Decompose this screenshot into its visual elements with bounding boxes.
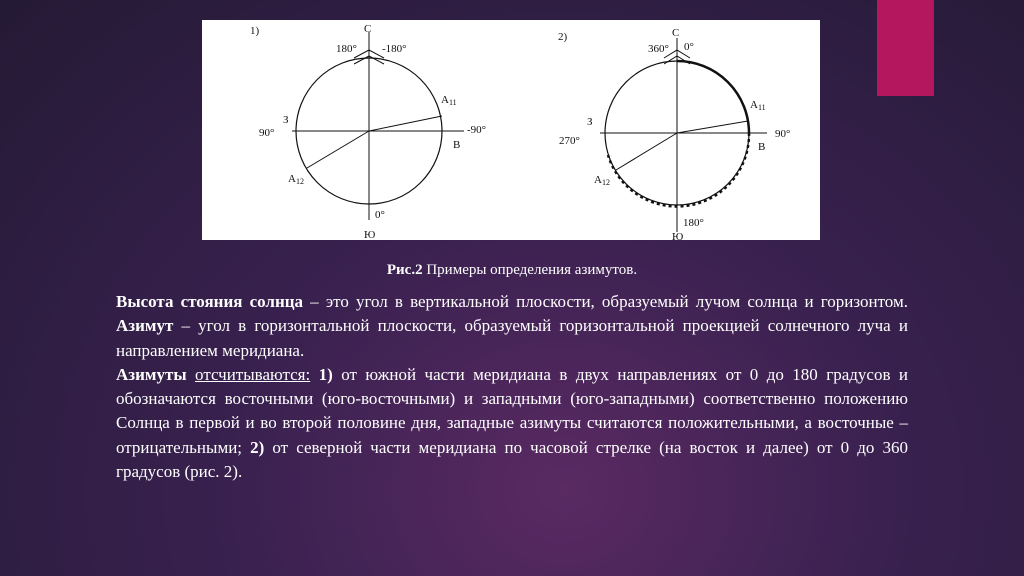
underlined-reckoning: отсчитываются: (195, 364, 311, 384)
north-label: С (364, 23, 372, 35)
ray-a11 (369, 116, 442, 131)
azimuth-arc-a12 (608, 133, 749, 206)
azimuth-figure (202, 20, 820, 240)
term-azimuth: Азимут (116, 316, 174, 336)
south-label: Ю (364, 229, 376, 240)
paragraph-definitions: Высота стояния солнца – это угол в вертикальной плоскости, образуемый лучом солнца и горизонтом. Азимут – угол в горизонтальной плоскости, образуемый горизонтальной проекцией солнечного луча и направлением меридиана. (116, 292, 908, 360)
ray-a11 (677, 121, 748, 133)
east-angle: -90° (467, 124, 487, 136)
term-azimuths: Азимуты (116, 364, 187, 384)
term-sun-height: Высота стояния солнца (116, 292, 304, 311)
north-left-angle: 360° (648, 43, 669, 55)
north-left-angle: 180° (336, 43, 357, 55)
east-label: В (758, 141, 766, 153)
west-label: З (283, 114, 289, 126)
north-right-angle: -180° (382, 43, 407, 55)
diagram-2-number: 2) (558, 31, 568, 43)
point-a12: А12 (594, 174, 610, 187)
azimuth-diagrams (202, 20, 820, 240)
body-text (116, 290, 908, 484)
west-label: З (587, 116, 593, 128)
north-right-angle: 0° (684, 41, 694, 53)
ray-a12 (616, 133, 677, 170)
diagram-1-number: 1) (250, 25, 260, 37)
north-label: С (672, 27, 680, 39)
caption-text: Примеры определения азимутов. (422, 262, 638, 278)
diagram-2 (558, 27, 790, 240)
caption-label: Рис.2 (386, 262, 423, 278)
ray-a12 (307, 131, 369, 168)
point-a11: А11 (750, 99, 766, 112)
east-angle: 90° (775, 128, 791, 140)
diagram-1 (250, 23, 486, 240)
point-a11: А11 (441, 94, 457, 107)
west-angle: 270° (559, 135, 580, 147)
south-label: Ю (672, 231, 684, 240)
south-angle: 0° (375, 209, 385, 221)
east-label: В (453, 139, 461, 151)
paragraph-azimuth-reckoning: Азимуты отсчитываются: 1) от южной части меридиана в двух направлениях от 0 до 180 градусов и обозначаются восточными (юго-восточными) и западными (юго-западными) соответственно положению Солнца в первой и во второй половине дня, западные азимуты считаются положительными, а восточные – отрицательными; 2) от северной части меридиана по часовой стрелке (на восток и далее) от 0 до 360 градусов (рис. 2). (116, 364, 908, 482)
south-angle: 180° (683, 217, 704, 229)
point-a12: А12 (288, 173, 304, 186)
accent-bar (877, 0, 934, 96)
figure-caption (0, 262, 1024, 279)
west-angle: 90° (259, 127, 275, 139)
